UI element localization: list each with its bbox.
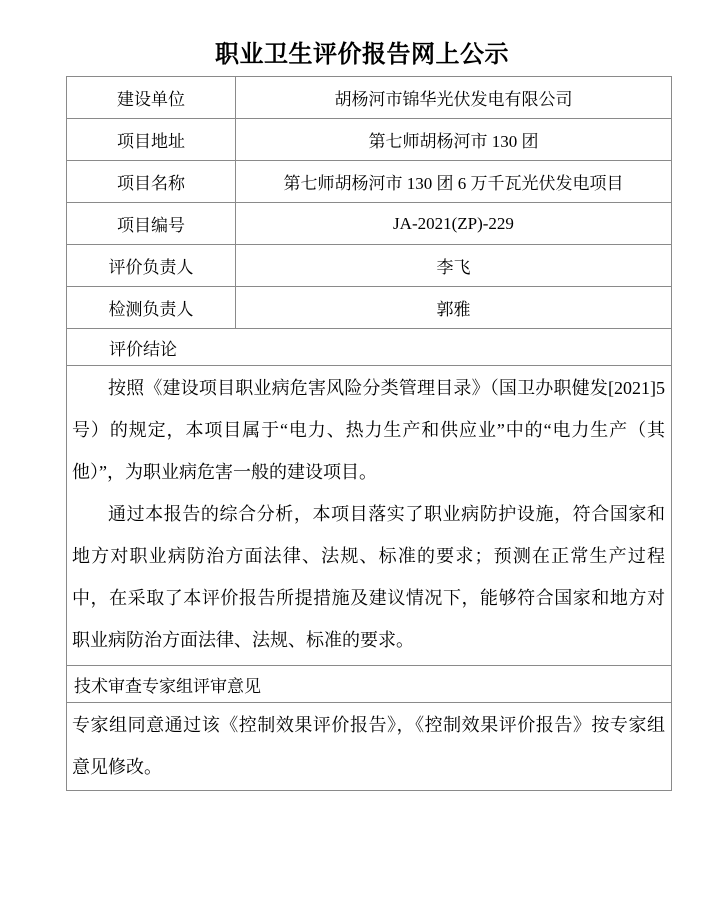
project-address-label: 项目地址	[67, 119, 236, 161]
table-row	[67, 161, 672, 203]
construction-unit-label: 建设单位	[67, 77, 236, 119]
testing-leader-label: 检测负责人	[67, 287, 236, 329]
evaluation-leader-value: 李飞	[236, 245, 672, 287]
table-row	[67, 203, 672, 245]
testing-leader-value: 郭雅	[236, 287, 672, 329]
table-row	[67, 366, 672, 666]
expert-review-section-header: 技术审查专家组评审意见	[67, 666, 672, 703]
table-row	[67, 119, 672, 161]
expert-opinion-cell	[67, 703, 672, 791]
table-row	[67, 703, 672, 791]
table-row	[67, 329, 672, 366]
project-name-label: 项目名称	[67, 161, 236, 203]
document-page	[0, 40, 724, 791]
page-title: 职业卫生评价报告网上公示	[215, 42, 509, 68]
project-number-label: 项目编号	[67, 203, 236, 245]
expert-opinion-paragraph: 专家组同意通过该《控制效果评价报告》，《控制效果评价报告》按专家组意见修改。	[72, 715, 665, 777]
table-row	[67, 77, 672, 119]
table-row	[67, 666, 672, 703]
project-name-value: 第七师胡杨河市 130 团 6 万千瓦光伏发电项目	[236, 161, 672, 203]
conclusion-paragraph-1: 按照《建设项目职业病危害风险分类管理目录》（国卫办职健发[2021]5 号）的规定，本项目属于“电力、热力生产和供应业”中的“电力生产（其他）”，为职业病危害一般的建设项目。	[72, 378, 665, 482]
evaluation-leader-label: 评价负责人	[67, 245, 236, 287]
conclusion-paragraph-2: 通过本报告的综合分析，本项目落实了职业病防护设施，符合国家和地方对职业病防治方面法律、法规、标准的要求；预测在正常生产过程中，在采取了本评价报告所提措施及建议情况下，能够符合国家和地方对职业病防治方面法律、法规、标准的要求。	[72, 504, 665, 650]
publication-table	[66, 76, 672, 791]
project-address-value: 第七师胡杨河市 130 团	[236, 119, 672, 161]
table-row	[67, 245, 672, 287]
conclusion-content-cell	[67, 366, 672, 666]
conclusion-section-header: 评价结论	[67, 329, 672, 366]
construction-unit-value: 胡杨河市锦华光伏发电有限公司	[236, 77, 672, 119]
project-number-value: JA-2021(ZP)-229	[236, 203, 672, 245]
table-row	[67, 287, 672, 329]
